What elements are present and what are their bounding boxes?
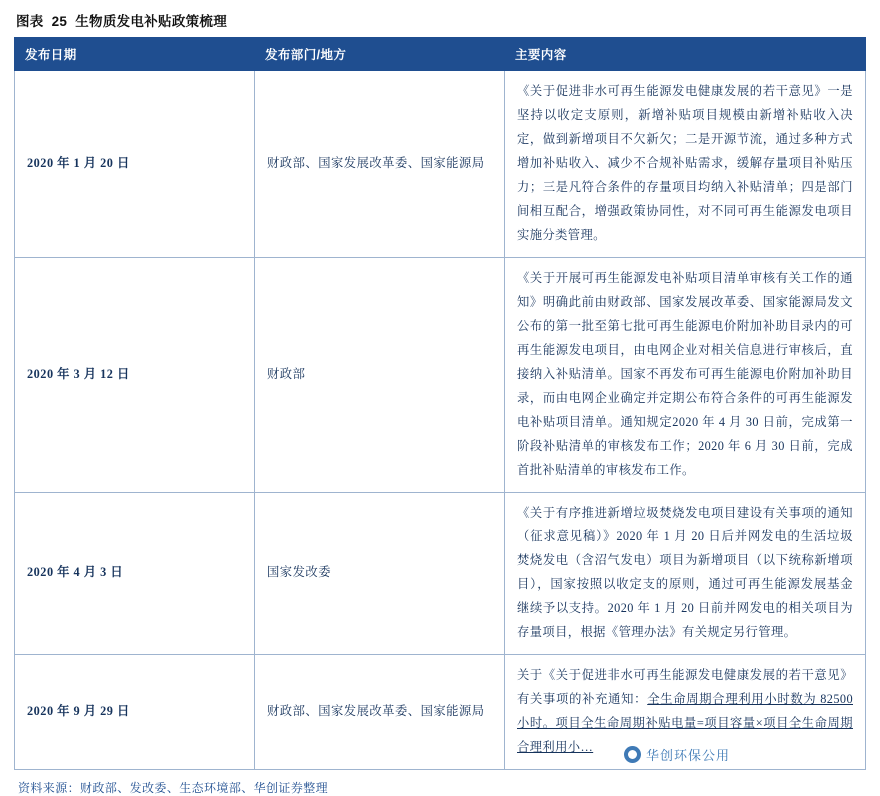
cell-department: 国家发改委 — [255, 492, 505, 655]
source-text: 财政部、发改委、生态环境部、华创证券整理 — [80, 781, 329, 796]
cell-department: 财政部、国家发展改革委、国家能源局 — [255, 71, 505, 258]
source-label: 资料来源： — [18, 781, 81, 796]
content-prefix: 关于《关于促进非水可再生能源发电健康发展的若干意见》有关事项的补充通知： — [517, 668, 853, 707]
policy-table — [14, 37, 866, 770]
figure-name: 生物质发电补贴政策梳理 — [75, 14, 228, 29]
cell-content: 《关于有序推进新增垃圾焚烧发电项目建设有关事项的通知（征求意见稿）》2020 年 1 月 20 日后并网发电的生活垃圾焚烧发电（含沼气发电）项目为新增项目（以下统称新增项目），国家按照以收定支的原则，通过可再生能源发展基金继续予以支持。2020 年 1 月 20 日前并网发电的相关项目为存量项目，根据《管理办法》有关规定另行管理。 — [505, 492, 866, 655]
cell-date: 2020 年 3 月 12 日 — [15, 257, 255, 492]
table-row — [15, 492, 866, 655]
table-header-row — [15, 38, 866, 71]
figure-number: 25 — [51, 14, 68, 29]
cell-date: 2020 年 4 月 3 日 — [15, 492, 255, 655]
column-header-date: 发布日期 — [15, 38, 255, 71]
column-header-content: 主要内容 — [505, 38, 866, 71]
cell-date: 2020 年 9 月 29 日 — [15, 655, 255, 770]
table-row — [15, 71, 866, 258]
cell-department: 财政部、国家发展改革委、国家能源局 — [255, 655, 505, 770]
cell-content: 《关于开展可再生能源发电补贴项目清单审核有关工作的通知》明确此前由财政部、国家发展改革委、国家能源局发文公布的第一批至第七批可再生能源电价附加补助目录内的可再生能源发电项目，由电网企业对相关信息进行审核后，直接纳入补贴清单。国家不再发布可再生能源电价附加补助目录，而由电网企业确定并定期公布符合条件的可再生能源发电补贴项目清单。通知规定2020 年 4 月 30 日前，完成第一阶段补贴清单的审核发布工作；2020 年 6 月 30 日前，完成首批补贴清单的审核发布工作。 — [505, 257, 866, 492]
table-row — [15, 257, 866, 492]
figure-label: 图表 — [16, 14, 44, 29]
cell-content: 《关于促进非水可再生能源发电健康发展的若干意见》一是坚持以收定支原则，新增补贴项目规模由新增补贴收入决定，做到新增项目不欠新欠；二是开源节流，通过多种方式增加补贴收入、减少不合规补贴需求，缓解存量项目补贴压力；三是凡符合条件的存量项目均纳入补贴清单；四是部门间相互配合，增强政策协同性，对不同可再生能源发电项目实施分类管理。 — [505, 71, 866, 258]
content-underlined: 全生命周期合理利用小时数为 82500 小时。项目全生命周期补贴电量=项目容量×项目全生命周期合理利用小… — [517, 692, 853, 755]
figure-title — [16, 10, 866, 30]
cell-date: 2020 年 1 月 20 日 — [15, 71, 255, 258]
table-row — [15, 655, 866, 770]
source-note — [18, 779, 866, 796]
column-header-department: 发布部门/地方 — [255, 38, 505, 71]
cell-content — [505, 655, 866, 770]
cell-department: 财政部 — [255, 257, 505, 492]
watermark-text: 华创环保公用 — [645, 748, 730, 763]
